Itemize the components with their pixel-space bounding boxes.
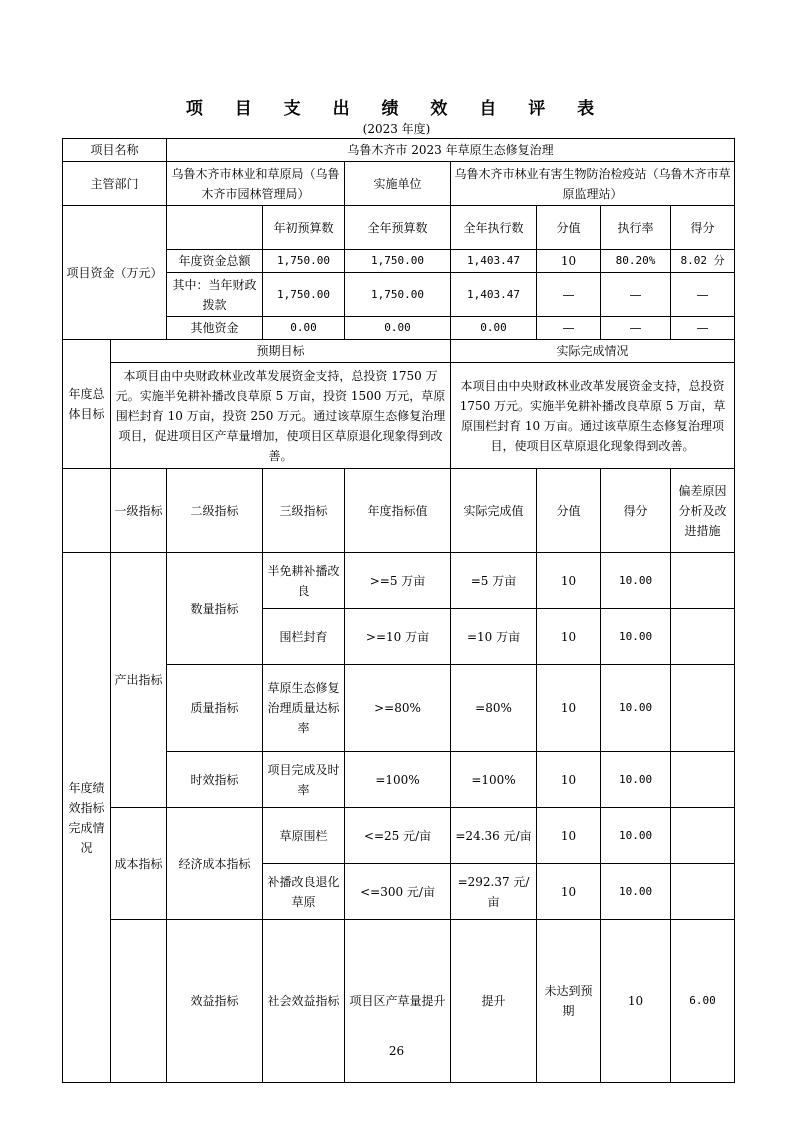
level2-cell: 数量指标 bbox=[167, 553, 263, 665]
value-cell: 10 bbox=[601, 920, 671, 1083]
level3-cell: 项目完成及时率 bbox=[263, 752, 345, 808]
funds-header-score: 得分 bbox=[671, 206, 735, 250]
funds-header-rate: 执行率 bbox=[601, 206, 671, 250]
overall-expected-header: 预期目标 bbox=[111, 340, 451, 363]
funds-header-initial: 年初预算数 bbox=[263, 206, 345, 250]
funds-row-name: 其他资金 bbox=[167, 317, 263, 340]
project-name-label: 项目名称 bbox=[63, 139, 167, 162]
performance-table bbox=[62, 138, 735, 1083]
indicators-header-actual: 实际完成值 bbox=[451, 469, 537, 553]
funds-header-score-value: 分值 bbox=[537, 206, 601, 250]
level3-cell: 补播改良退化草原 bbox=[263, 864, 345, 920]
overall-expected-text: 本项目由中央财政林业改革发展资金支持，总投资 1750 万元。实施半免耕补播改良草原 5 万亩，投资 1500 万元，草原围栏封育 10 万亩，投资 250 万元。通过该草原生态修复治理项目，促进项目区产草量增加，使项目区草原退化现象得到改善。 bbox=[111, 363, 451, 469]
funds-row-score: — bbox=[671, 317, 735, 340]
funds-header-executed: 全年执行数 bbox=[451, 206, 537, 250]
score-cell: 10.00 bbox=[601, 864, 671, 920]
target-cell: =100% bbox=[345, 752, 451, 808]
value-cell: 10 bbox=[537, 808, 601, 864]
funds-row-initial: 0.00 bbox=[263, 317, 345, 340]
level1-cell: 效益指标 bbox=[167, 920, 263, 1083]
funds-header-blank bbox=[167, 206, 263, 250]
target-cell: <=25 元/亩 bbox=[345, 808, 451, 864]
value-cell: 10 bbox=[537, 752, 601, 808]
funds-row-score-value: 10 bbox=[537, 250, 601, 273]
level2-cell: 社会效益指标 bbox=[263, 920, 345, 1083]
indicators-header-level1: 一级指标 bbox=[111, 469, 167, 553]
level3-cell: 半免耕补播改良 bbox=[263, 553, 345, 609]
indicators-label: 年度绩效指标完成情况 bbox=[63, 553, 111, 1083]
funds-row-executed: 1,403.47 bbox=[451, 250, 537, 273]
funds-label: 项目资金（万元） bbox=[63, 206, 167, 340]
actual-cell: 未达到预期 bbox=[537, 920, 601, 1083]
target-cell: 提升 bbox=[451, 920, 537, 1083]
target-cell: >=10 万亩 bbox=[345, 609, 451, 665]
indicators-header-value: 分值 bbox=[537, 469, 601, 553]
actual-cell: =80% bbox=[451, 665, 537, 752]
score-cell: 10.00 bbox=[601, 665, 671, 752]
dept-value: 乌鲁木齐市林业和草原局（乌鲁木齐市园林管理局） bbox=[167, 162, 345, 206]
note-cell bbox=[671, 864, 735, 920]
overall-label: 年度总体目标 bbox=[63, 340, 111, 469]
score-cell: 10.00 bbox=[601, 808, 671, 864]
note-cell bbox=[671, 752, 735, 808]
funds-row-initial: 1,750.00 bbox=[263, 250, 345, 273]
level1-cell: 成本指标 bbox=[111, 808, 167, 920]
value-cell: 10 bbox=[537, 665, 601, 752]
impl-value: 乌鲁木齐市林业有害生物防治检疫站（乌鲁木齐市草原监理站） bbox=[451, 162, 735, 206]
note-cell bbox=[671, 553, 735, 609]
score-cell: 10.00 bbox=[601, 752, 671, 808]
funds-row-annual: 1,750.00 bbox=[345, 273, 451, 317]
actual-cell: =10 万亩 bbox=[451, 609, 537, 665]
funds-row-executed: 0.00 bbox=[451, 317, 537, 340]
value-cell: 10 bbox=[537, 553, 601, 609]
funds-row-score-value: — bbox=[537, 273, 601, 317]
level1-cell: 产出指标 bbox=[111, 553, 167, 808]
dept-label: 主管部门 bbox=[63, 162, 167, 206]
indicators-header-target: 年度指标值 bbox=[345, 469, 451, 553]
note-cell bbox=[671, 609, 735, 665]
level2-cell: 经济成本指标 bbox=[167, 808, 263, 920]
note-cell bbox=[671, 808, 735, 864]
actual-cell: =292.37 元/亩 bbox=[451, 864, 537, 920]
level2-cell: 时效指标 bbox=[167, 752, 263, 808]
value-cell: 10 bbox=[537, 864, 601, 920]
score-cell: 10.00 bbox=[601, 553, 671, 609]
score-cell: 6.00 bbox=[671, 920, 735, 1083]
funds-row-rate: — bbox=[601, 317, 671, 340]
funds-row-score: 8.02 分 bbox=[671, 250, 735, 273]
target-cell: <=300 元/亩 bbox=[345, 864, 451, 920]
level3-cell: 草原生态修复治理质量达标率 bbox=[263, 665, 345, 752]
funds-row-executed: 1,403.47 bbox=[451, 273, 537, 317]
level3-cell: 围栏封育 bbox=[263, 609, 345, 665]
funds-row-rate: 80.20% bbox=[601, 250, 671, 273]
level3-cell: 项目区产草量提升 bbox=[345, 920, 451, 1083]
page-subtitle: (2023 年度) bbox=[362, 122, 431, 136]
target-cell: >=5 万亩 bbox=[345, 553, 451, 609]
funds-row-initial: 1,750.00 bbox=[263, 273, 345, 317]
score-cell: 10.00 bbox=[601, 609, 671, 665]
funds-row-annual: 0.00 bbox=[345, 317, 451, 340]
value-cell: 10 bbox=[537, 609, 601, 665]
indicators-header-blank bbox=[63, 469, 111, 553]
funds-row-annual: 1,750.00 bbox=[345, 250, 451, 273]
page-number: 26 bbox=[388, 1044, 405, 1058]
funds-row-name: 年度资金总额 bbox=[167, 250, 263, 273]
actual-cell: =24.36 元/亩 bbox=[451, 808, 537, 864]
indicators-blank-left bbox=[111, 920, 167, 1083]
funds-row-score-value: — bbox=[537, 317, 601, 340]
actual-cell: =100% bbox=[451, 752, 537, 808]
indicators-header-level3: 三级指标 bbox=[263, 469, 345, 553]
level2-cell: 质量指标 bbox=[167, 665, 263, 752]
page-title: 项 目 支 出 绩 效 自 评 表 bbox=[185, 99, 608, 119]
project-name: 乌鲁木齐市 2023 年草原生态修复治理 bbox=[167, 139, 735, 162]
note-cell bbox=[671, 665, 735, 752]
funds-row-rate: — bbox=[601, 273, 671, 317]
funds-row-score: — bbox=[671, 273, 735, 317]
indicators-header-level2: 二级指标 bbox=[167, 469, 263, 553]
overall-actual-text: 本项目由中央财政林业改革发展资金支持，总投资 1750 万元。实施半免耕补播改良草原 5 万亩，草原围栏封育 10 万亩。通过该草原生态修复治理项目，使项目区草原退化现象得到改善。 bbox=[451, 363, 735, 469]
indicators-header-score: 得分 bbox=[601, 469, 671, 553]
overall-actual-header: 实际完成情况 bbox=[451, 340, 735, 363]
target-cell: >=80% bbox=[345, 665, 451, 752]
level3-cell: 草原围栏 bbox=[263, 808, 345, 864]
impl-label: 实施单位 bbox=[345, 162, 451, 206]
funds-row-name: 其中：当年财政拨款 bbox=[167, 273, 263, 317]
indicators-header-note: 偏差原因分析及改进措施 bbox=[671, 469, 735, 553]
funds-header-annual: 全年预算数 bbox=[345, 206, 451, 250]
actual-cell: =5 万亩 bbox=[451, 553, 537, 609]
